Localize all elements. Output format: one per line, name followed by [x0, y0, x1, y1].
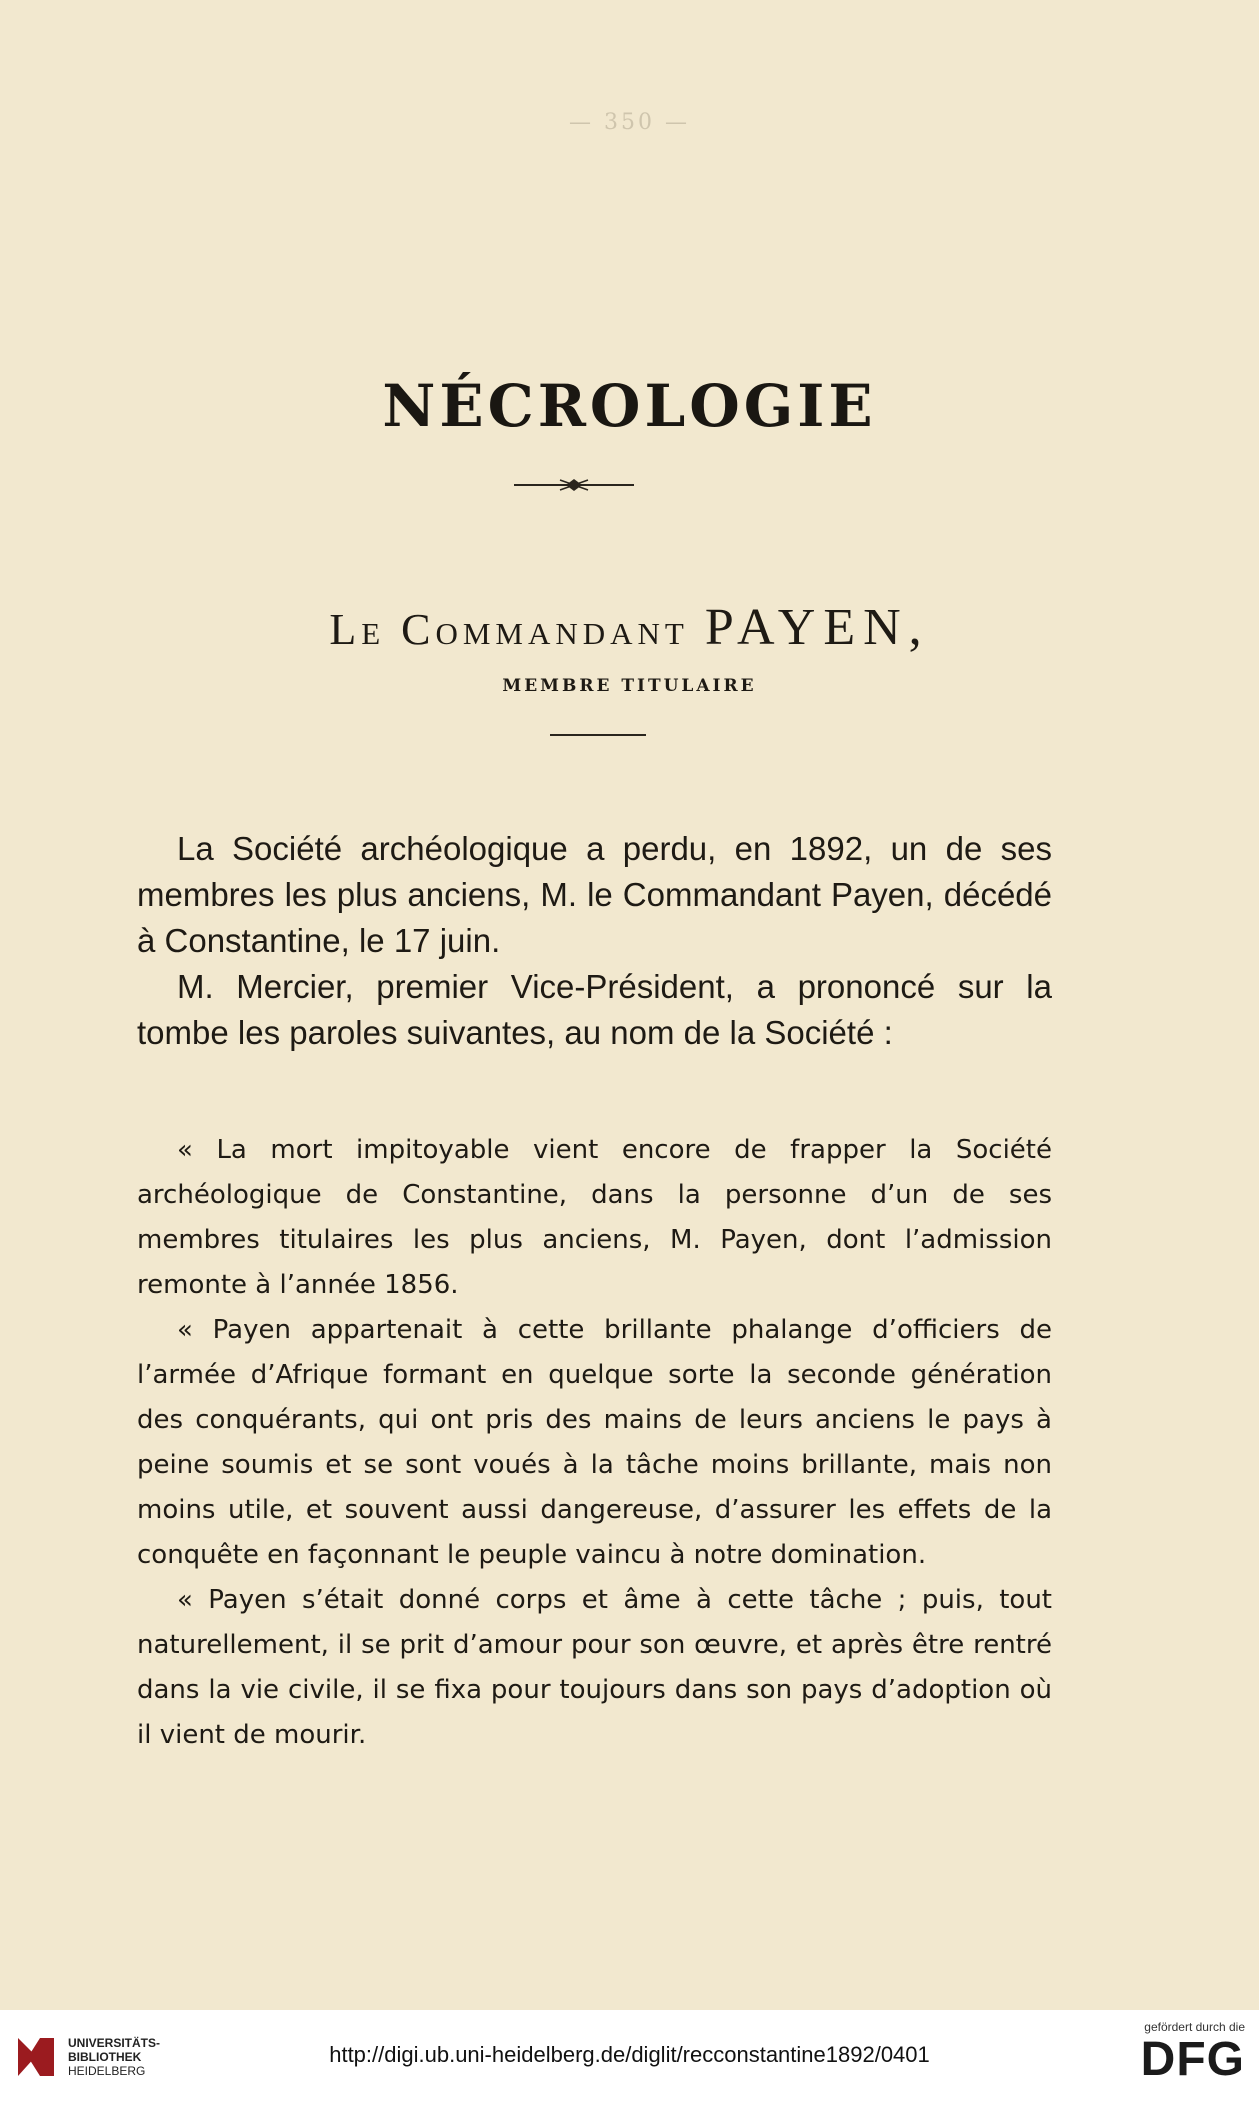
library-line: BIBLIOTHEK — [68, 2050, 142, 2064]
speech-paragraph: « Payen s’était donné corps et âme à cette tâche ; puis, tout naturellement, il se prit d’amour pour son œuvre, et après être rentré dans la vie civile, il se fixa pour toujours dans son pays d’adoption où il vient de mourir. — [137, 1585, 1052, 1750]
speech-text — [137, 1128, 1052, 1758]
article-subtitle: MEMBRE TITULAIRE — [502, 676, 757, 696]
speech-paragraph: « La mort impitoyable vient encore de frapper la Société archéologique de Constantine, dans la personne d’un de ses membres titulaires les plus anciens, M. Payen, dont l’admission remonte à l’année 1856. — [137, 1135, 1052, 1300]
funding-note: gefördert durch die — [1144, 2020, 1245, 2034]
title-rule — [550, 734, 646, 736]
title-prefix: Le Commandant — [329, 605, 689, 654]
permalink[interactable]: http://digi.ub.uni-heidelberg.de/diglit/recconstantine1892/0401 — [329, 2042, 930, 2067]
dfg-logo: DFG — [1140, 2033, 1245, 2086]
title-name: PAYEN, — [704, 599, 930, 656]
library-line: UNIVERSITÄTS- — [68, 2036, 161, 2050]
ornament-divider — [514, 478, 634, 492]
library-line: HEIDELBERG — [68, 2064, 146, 2078]
viewer-footer — [0, 2010, 1259, 2102]
intro-text — [137, 826, 1052, 1056]
section-heading: NÉCROLOGIE — [382, 372, 877, 440]
intro-paragraph: La Société archéologique a perdu, en 1892, un de ses membres les plus anciens, M. le Commandant Payen, décédé à Constantine, le 17 juin. — [137, 830, 1052, 959]
intro-paragraph: M. Mercier, premier Vice-Président, a prononcé sur la tombe les paroles suivantes, au nom de la Société : — [137, 968, 1052, 1051]
page-number: — 350 — — [569, 110, 690, 135]
funder-block[interactable] — [1115, 2020, 1245, 2096]
article-title — [0, 598, 1259, 657]
speech-paragraph: « Payen appartenait à cette brillante phalange d’officiers de l’armée d’Afrique formant en quelque sorte la seconde génération des conquérants, qui ont pris des mains de leurs anciens le pays à peine soumis et se sont voués à la tâche moins brillante, mais non moins utile, et souvent aussi dangereuse, d’assurer les effets de la conquête en façonnant le peuple vaincu à notre domination. — [137, 1315, 1052, 1570]
